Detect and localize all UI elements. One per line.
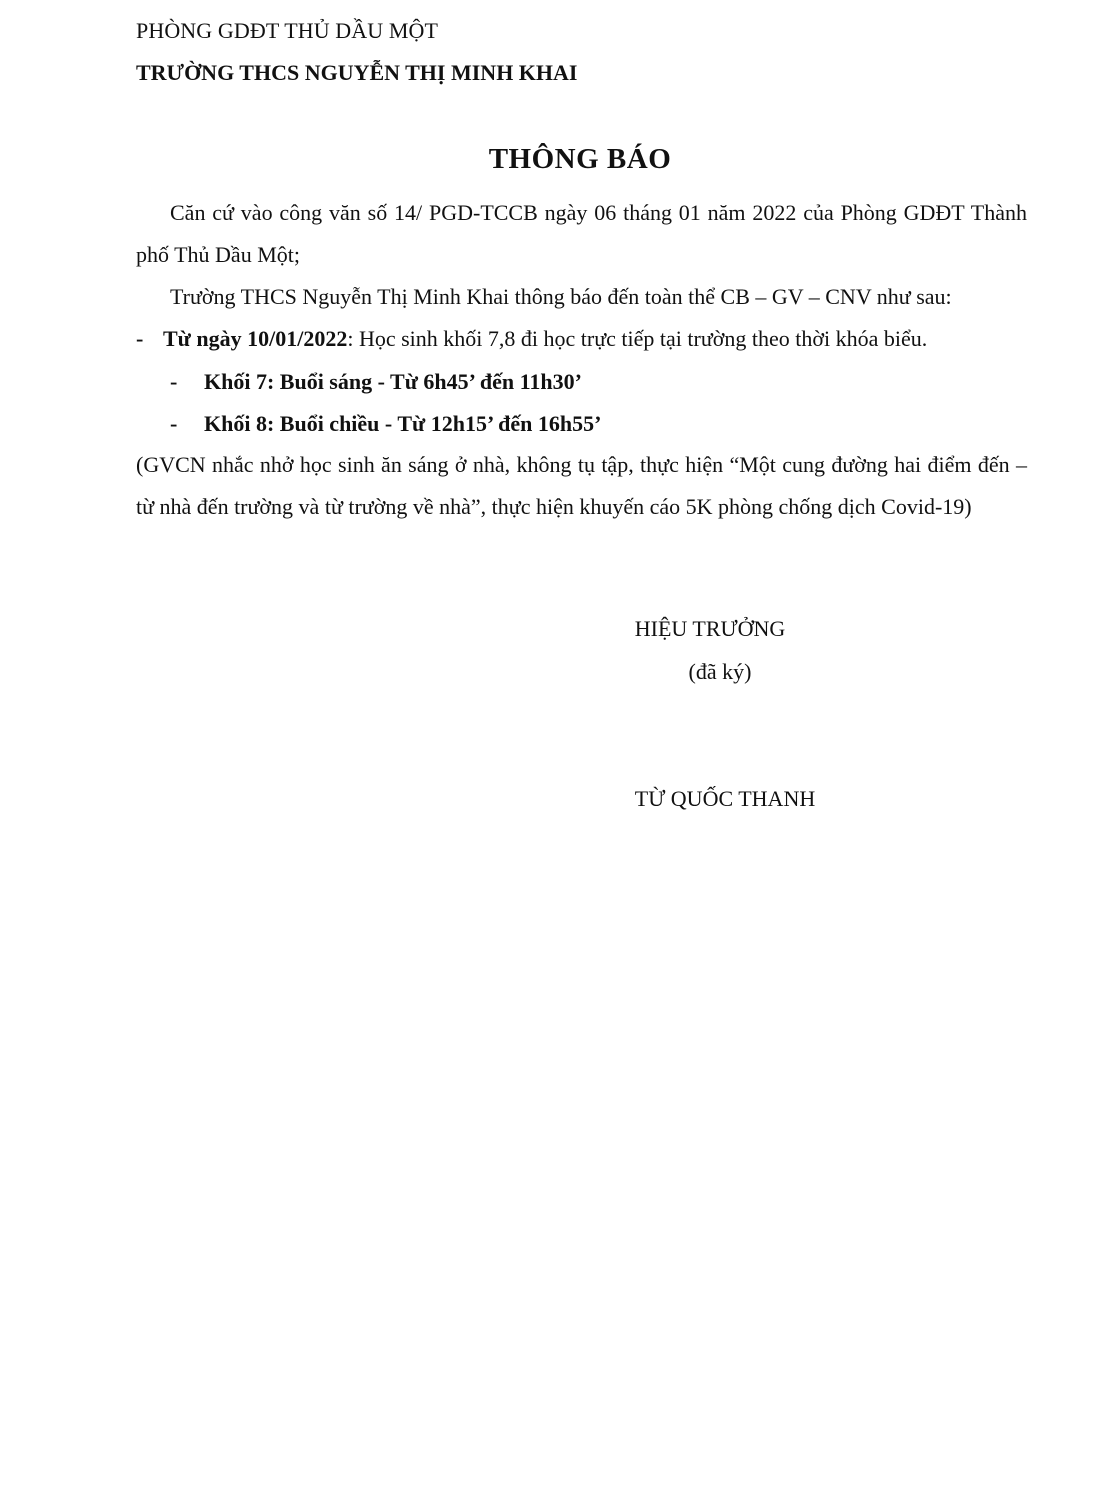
- bullet-text: Khối 8: Buổi chiều - Từ 12h15’ đến 16h55’: [204, 411, 602, 436]
- main-bullet: [136, 318, 927, 360]
- bullet-text: Khối 7: Buổi sáng - Từ 6h45’ đến 11h30’: [204, 369, 582, 394]
- paragraph-note: (GVCN nhắc nhở học sinh ăn sáng ở nhà, không tụ tập, thực hiện “Một cung đường hai điểm đến – từ nhà đến trường và từ trường về nhà”, thực hiện khuyến cáo 5K phòng chống dịch Covid-19): [136, 452, 1027, 519]
- document-title: THÔNG BÁO: [488, 143, 672, 175]
- signature-status: (đã ký): [688, 659, 752, 684]
- signature-title: HIỆU TRƯỞNG: [634, 616, 786, 641]
- paragraph-legal-basis: Căn cứ vào công văn số 14/ PGD-TCCB ngày 06 tháng 01 năm 2022 của Phòng GDĐT Thành phố Thủ Dầu Một;: [136, 200, 1027, 267]
- bullet-date-label: Từ ngày 10/01/2022: [163, 326, 348, 351]
- bullet-dash: -: [136, 326, 144, 351]
- sub-bullet-grade-7: [170, 361, 582, 403]
- bullet-text: : Học sinh khối 7,8 đi học trực tiếp tại trường theo thời khóa biểu.: [347, 326, 928, 351]
- bullet-dash: -: [170, 369, 178, 394]
- signer-name: TỪ QUỐC THANH: [634, 786, 816, 811]
- department-name: PHÒNG GDĐT THỦ DẦU MỘT: [136, 18, 439, 43]
- school-name: TRƯỜNG THCS NGUYỄN THỊ MINH KHAI: [136, 60, 578, 85]
- bullet-dash: -: [170, 411, 178, 436]
- paragraph-announcement: Trường THCS Nguyễn Thị Minh Khai thông báo đến toàn thể CB – GV – CNV như sau:: [170, 284, 952, 309]
- sub-bullet-grade-8: [170, 403, 601, 445]
